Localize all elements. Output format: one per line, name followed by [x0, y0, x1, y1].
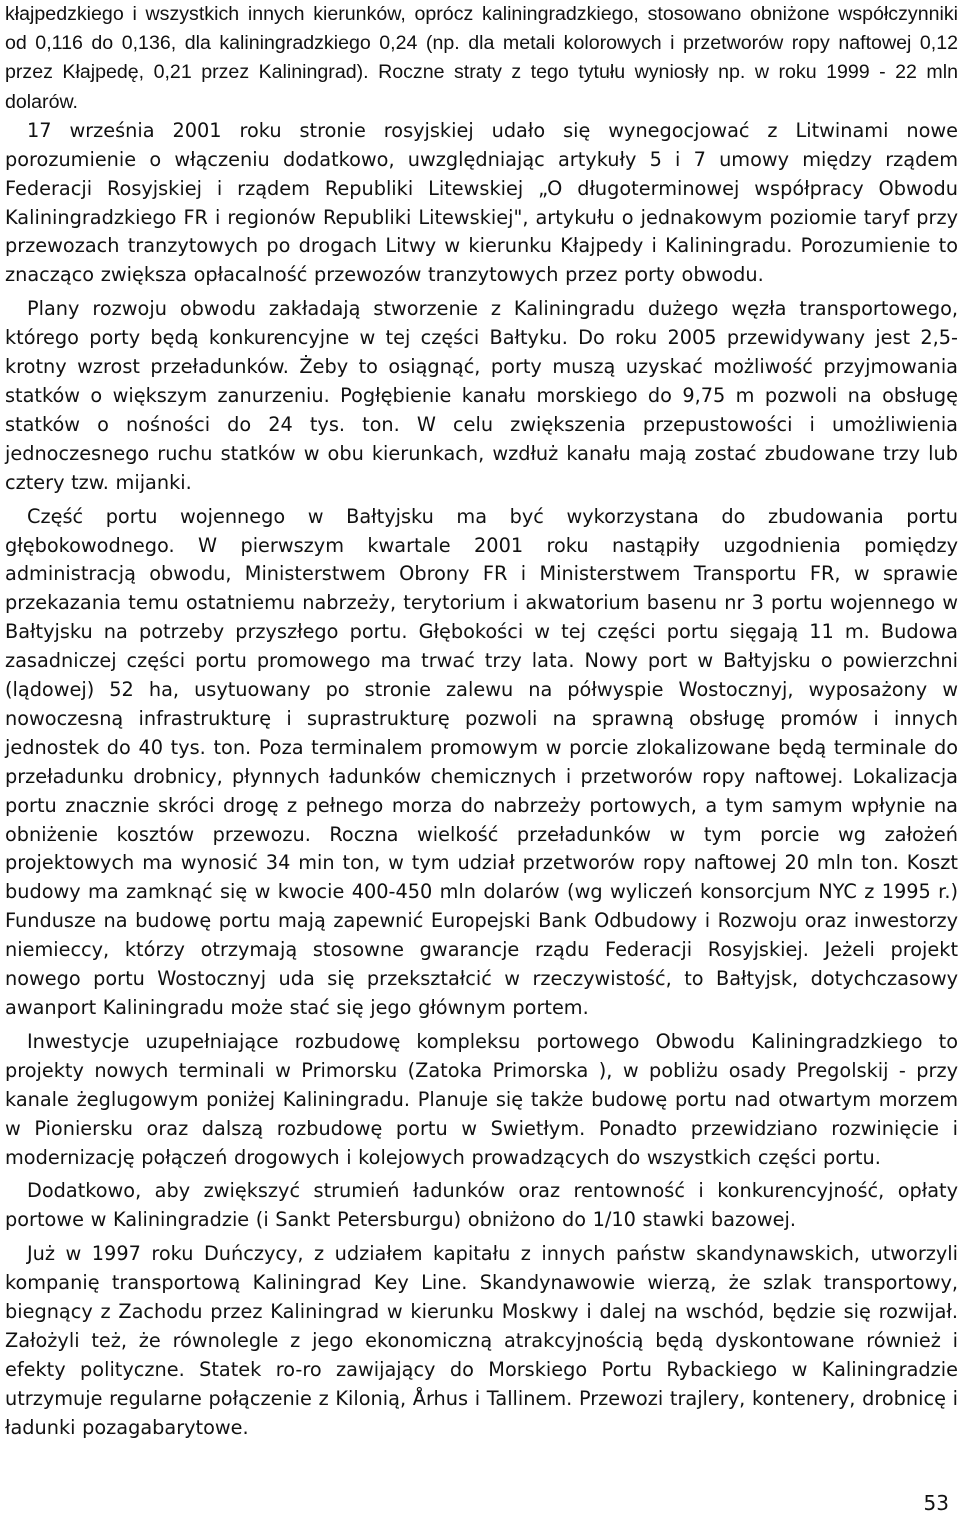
paragraph-6: Dodatkowo, aby zwiększyć strumień ładunków oraz rentowność i konkurencyjność, opłaty portowe w Kaliningradzie (i Sankt Petersburgu) obniżono do 1/10 stawki bazowej. [5, 1179, 958, 1232]
paragraph-4: Część portu wojennego w Bałtyjsku ma być wykorzystana do zbudowania portu głębokowodnego. W pierwszym kwartale 2001 roku nastąpiły uzgodnienia pomiędzy administracją obwodu, Ministerstwem Obrony FR i Ministerstwem Transportu FR, w sprawie przekazania temu ostatniemu nabrzeży, terytorium i akwatorium basenu nr 3 portu wojennego w Bałtyjsku na potrzeby przyszłego portu. Głębokości w tej części portu sięgają 11 m. Budowa zasadniczej części portu promowego ma trwać trzy lata. Nowy port w Bałtyjsku o powierzchni (lądowej) 52 ha, usytuowany po stronie zalewu na półwyspie Wostocznyj, wyposażony w nowoczesną infrastrukturę i suprastrukturę pozwoli na sprawną obsługę promów i innych jednostek do 40 tys. ton. Poza terminalem promowym w porcie zlokalizowane będą terminale do przeładunku drobnicy, płynnych ładunków chemicznych i przetworów ropy naftowej. Lokalizacja portu znacznie skróci drogę z pełnego morza do nabrzeży portowych, a tym samym wpłynie na obniżenie kosztów przewozu. Roczna wielkość przeładunków w tym porcie wg założeń projektowych ma wynosić 34 min ton, w tym udział przetworów ropy naftowej 20 mln ton. Koszt budowy ma zamknąć się w kwocie 400-450 mln dolarów (wg wyliczeń konsorcjum NYC z 1995 r.) Fundusze na budowę portu mają zapewnić Europejski Bank Odbudowy i Rozwoju oraz inwestorzy niemieccy, którzy otrzymają stosowne gwarancje rządu Federacji Rosyjskiej. Jeżeli projekt nowego portu Wostocznyj uda się przekształcić w rzeczywistość, to Bałtyjsk, dotychczasowy awanport Kaliningradu może stać się jego głównym portem. [5, 504, 958, 1019]
paragraph-2: 17 września 2001 roku stronie rosyjskiej udało się wynegocjować z Litwinami nowe porozumienie o włączeniu dodatkowo, uwzględniając artykuły 5 i 7 umowy między rządem Federacji Rosyjskiej i rządem Republiki Litewskiej „O długoterminowej współpracy Obwodu Kaliningradzkiego FR i regionów Republiki Litewskiej", artykułu o jednakowym poziomie taryf przy przewozach tranzytowych po drogach Litwy w kierunku Kłajpedy i Kaliningradu. Porozumienie to znacząco zwiększa opłacalność przewozów tranzytowych przez porty obwodu. [5, 118, 958, 287]
paragraph-5: Inwestycje uzupełniające rozbudowę kompleksu portowego Obwodu Kaliningradzkiego to projekty nowych terminali w Primorsku (Zatoka Primorska ), w pobliżu osady Pregolskij - przy kanale żeglugowym poniżej Kaliningradu. Planuje się także budowę portu nad otwartym morzem w Pioniersku oraz dalszą rozbudowę portu w Swietłym. Ponadto przewidziano rozwinięcie i modernizację połączeń drogowych i kolejowych prowadzących do wszystkich części portu. [5, 1029, 958, 1169]
paragraph-3: Plany rozwoju obwodu zakładają stworzenie z Kaliningradu dużego węzła transportowego, którego porty będą konkurencyjne w tej części Bałtyku. Do roku 2005 przewidywany jest 2,5-krotny wzrost przeładunków. Żeby to osiągnąć, porty muszą uzyskać możliwość przyjmowania statków o większym zanurzeniu. Pogłębienie kanału morskiego do 9,75 m pozwoli na obsługę statków o nośności do 24 tys. ton. W celu zwiększenia przepustowości i umożliwienia jednoczesnego ruchu statków w obu kierunkach, wzdłuż kanału mają zostać zbudowane trzy lub cztery tzw. mijanki. [5, 297, 958, 494]
paragraph-1: kłajpedzkiego i wszystkich innych kierunków, oprócz kaliningradzkiego, stosowano obniżone współczynniki od 0,116 do 0,136, dla kaliningradzkiego 0,24 (np. dla metali kolorowych i przetworów ropy naftowej 0,12 przez Kłajpedę, 0,21 przez Kaliningrad). Roczne straty z tego tytułu wyniosły np. w roku 1999 - 22 mln dolarów. [5, 3, 958, 113]
paragraph-7: Już w 1997 roku Duńczycy, z udziałem kapitału z innych państw skandynawskich, utworzyli kompanię transportową Kaliningrad Key Line. Skandynawowie wierzą, że szlak transportowy, biegnący z Zachodu przez Kaliningrad w kierunku Moskwy i dalej na wschód, będzie się rozwijał. Założyli też, że równolegle z jego ekonomiczną atrakcyjnością będą dyskontowane również i efekty polityczne. Statek ro-ro zawijający do Morskiego Portu Rybackiego w Kaliningradzie utrzymuje regularne połączenie z Kilonią, Århus i Tallinem. Przewozi trajlery, kontenery, drobnicę i ładunki pozagabarytowe. [5, 1242, 958, 1439]
page-number: 53 [923, 1491, 949, 1515]
document-page [5, 0, 958, 1443]
